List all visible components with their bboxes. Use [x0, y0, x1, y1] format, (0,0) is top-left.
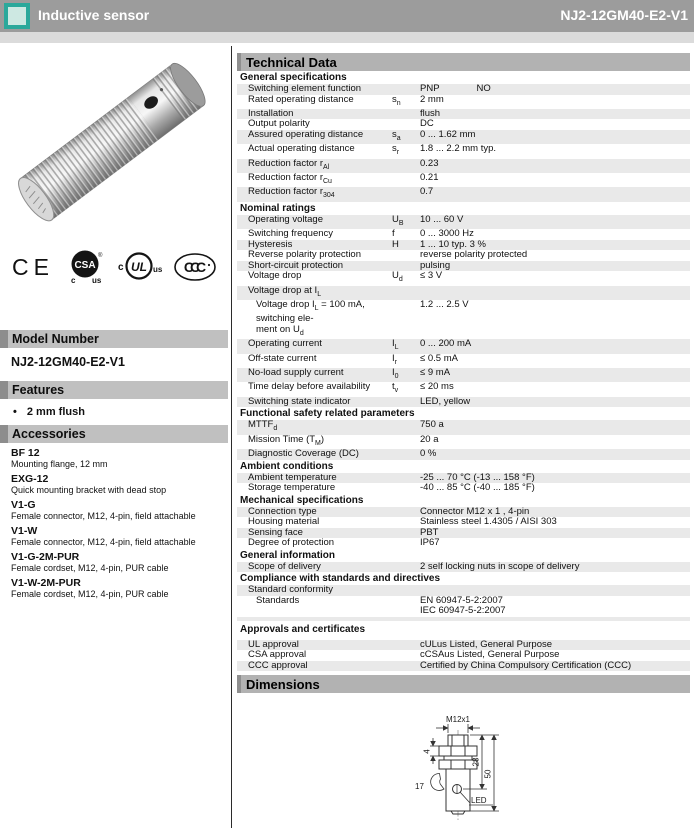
- spec-section: [237, 71, 690, 202]
- spec-section: [237, 407, 690, 459]
- spec-label: Voltage drop at $I_L$: [248, 284, 322, 298]
- bullet-icon: •: [13, 406, 17, 418]
- model-number-section: [0, 330, 228, 369]
- csa-mark-icon: [65, 248, 105, 286]
- spec-symbol: [392, 420, 420, 434]
- spec-symbol: [392, 109, 420, 120]
- spec-value: 1 ... 10 typ. 3 %: [420, 238, 487, 250]
- spec-row: [237, 517, 690, 528]
- spec-label: Reduction factor $r_{Al}$: [248, 157, 330, 171]
- accessory-name: BF 12: [11, 447, 40, 459]
- spec-label: CSA approval: [248, 649, 307, 661]
- dimension-drawing: [403, 708, 519, 826]
- spec-row: [237, 339, 690, 353]
- spec-value: 2 mm: [420, 93, 444, 105]
- spec-section-title: Ambient conditions: [240, 460, 334, 472]
- spec-symbol: [392, 300, 420, 339]
- model-number-value: NJ2-12GM40-E2-V1: [11, 355, 125, 369]
- product-type-title: Inductive sensor: [38, 7, 150, 23]
- spec-label: Voltage drop: [248, 270, 302, 282]
- header-model-number: NJ2-12GM40-E2-V1: [560, 7, 688, 23]
- svg-text:®: ®: [97, 253, 103, 259]
- accessory-desc: Quick mounting bracket with dead stop: [11, 485, 167, 495]
- spec-label: Ambient temperature: [248, 471, 337, 483]
- accessories-list: [11, 447, 228, 600]
- spec-section: [237, 572, 690, 617]
- spec-symbol: [392, 517, 420, 528]
- spec-label: Output polarity: [248, 118, 310, 130]
- spec-row: [237, 286, 690, 300]
- spec-row: [237, 173, 690, 187]
- svg-text:us: us: [91, 276, 102, 285]
- spec-label: Installation: [248, 107, 294, 119]
- spec-symbol: $s_r$: [392, 143, 400, 157]
- spec-label: $MTTF_d$: [248, 419, 278, 433]
- spec-symbol: $U_B$: [392, 213, 404, 227]
- spec-label: UL approval: [248, 638, 299, 650]
- spec-value: -25 ... 70 °C (-13 ... 158 °F): [420, 471, 535, 483]
- spec-symbol: $I_0$: [392, 367, 399, 380]
- spec-section-title: General specifications: [240, 72, 347, 83]
- spec-symbol: $s_a$: [392, 128, 401, 142]
- spec-symbol: H: [392, 238, 399, 250]
- spec-symbol: [392, 250, 420, 261]
- spec-section-title: Nominal ratings: [240, 202, 316, 214]
- svg-text:CSA: CSA: [74, 260, 96, 271]
- thread-size-label: M12x1: [445, 715, 471, 724]
- spec-value: pulsing: [420, 259, 451, 271]
- spec-label: Housing material: [248, 516, 320, 528]
- spec-value: Connector M12 x 1 , 4-pin: [420, 505, 530, 517]
- spec-section: [237, 617, 690, 672]
- spec-row: [237, 661, 690, 672]
- spec-value: DC: [420, 118, 434, 130]
- accessory-desc: Mounting flange, 12 mm: [11, 459, 108, 469]
- spec-label: Switching frequency: [248, 228, 334, 240]
- spec-label: Actual operating distance: [248, 143, 355, 155]
- spec-symbol: $U_d$: [392, 270, 403, 284]
- spec-symbol: [392, 435, 420, 449]
- spec-value: 0.23: [420, 157, 439, 169]
- svg-text:UL: UL: [130, 260, 147, 274]
- spec-row: [237, 449, 690, 460]
- spec-section: [237, 460, 690, 494]
- spec-symbol: [392, 173, 420, 187]
- spec-row: [237, 84, 690, 95]
- spec-value: 20 a: [420, 433, 439, 445]
- spec-symbol: [392, 473, 420, 484]
- spec-symbol: [392, 84, 420, 95]
- spec-symbol: $I_r$: [392, 352, 397, 366]
- spec-value: 1.2 ... 2.5 V: [420, 299, 469, 311]
- spec-label: Diagnostic Coverage (DC): [248, 448, 359, 460]
- spec-value: 0 %: [420, 448, 437, 460]
- svg-text:c: c: [117, 262, 124, 273]
- accessory-name: V1-G-2M-PUR: [11, 551, 80, 563]
- spec-value: 10 ... 60 V: [420, 213, 464, 225]
- svg-text:c: c: [70, 276, 76, 285]
- spec-row: [237, 95, 690, 109]
- spec-label: Assured operating distance: [248, 128, 364, 140]
- spec-row: [237, 215, 690, 229]
- spec-symbol: $t_v$: [392, 381, 399, 395]
- accessory-desc: Female cordset, M12, 4-pin, PUR cable: [11, 589, 169, 599]
- spec-symbol: f: [392, 228, 395, 240]
- spec-value: PBT: [420, 526, 439, 538]
- feature-text: 2 mm flush: [26, 406, 85, 418]
- accessories-section: [0, 425, 228, 600]
- product-photo: [12, 50, 217, 232]
- ccc-mark-icon: [173, 252, 218, 282]
- spec-symbol: [392, 449, 420, 460]
- spec-value: 2 self locking nuts in scope of delivery: [420, 560, 580, 572]
- spec-value: [420, 286, 690, 300]
- spec-row: [237, 354, 690, 368]
- spec-section: [237, 202, 690, 408]
- spec-value: 0 ... 3000 Hz: [420, 228, 474, 240]
- spec-value: 1.8 ... 2.2 mm typ.: [420, 143, 497, 155]
- spec-row: [237, 368, 690, 382]
- spec-section-title: Compliance with standards and directives: [240, 573, 441, 585]
- spec-label: Switching state indicator: [248, 395, 351, 407]
- spec-symbol: [392, 661, 420, 672]
- spec-symbol: [392, 650, 420, 661]
- spec-row: [237, 130, 690, 144]
- features-heading: [0, 381, 228, 399]
- spec-value: IP67: [420, 537, 440, 549]
- spec-symbol: $I_L$: [392, 338, 399, 352]
- spec-symbol: [392, 159, 420, 173]
- spec-value: ≤ 20 ms: [420, 381, 454, 393]
- wrench-icon: [431, 773, 444, 790]
- feature-item: [13, 406, 228, 418]
- spec-label: Storage temperature: [248, 482, 336, 494]
- spec-label: Switching element function: [248, 83, 362, 94]
- spec-section-title: Functional safety related parameters: [240, 408, 415, 420]
- spec-symbol: [392, 397, 420, 408]
- spec-row: [237, 144, 690, 158]
- spec-row: [237, 382, 690, 396]
- spec-value: Certified by China Compulsory Certification (CCC): [420, 659, 632, 671]
- length-50-label: 50: [483, 769, 493, 779]
- spec-value: Stainless steel 1.4305 / AISI 303: [420, 516, 557, 528]
- spec-label: Rated operating distance: [248, 93, 354, 105]
- spec-value: cULus Listed, General Purpose: [420, 638, 553, 650]
- spec-section-title: General information: [240, 549, 336, 561]
- technical-data-heading-label: Technical Data: [246, 54, 337, 70]
- spec-value: 0.7: [420, 186, 434, 198]
- spec-symbol: [392, 596, 420, 617]
- accessories-heading-label: Accessories: [12, 427, 86, 441]
- spec-row: [237, 300, 690, 339]
- spec-label: Voltage drop $I_L = 100$ mA, switching ele- ment on $U_d$: [256, 299, 365, 337]
- spec-label: No-load supply current: [248, 367, 344, 379]
- spec-label: Reduction factor $r_{Cu}$: [248, 172, 332, 185]
- features-heading-label: Features: [12, 383, 65, 397]
- column-divider: [231, 46, 232, 828]
- spec-label: Reverse polarity protection: [248, 249, 361, 261]
- spec-value: LED, yellow: [420, 395, 471, 407]
- spec-symbol: [392, 562, 420, 573]
- spec-section: [237, 494, 690, 549]
- spec-label: Mission Time $(T_M)$: [248, 433, 325, 447]
- spec-value: flush: [420, 107, 441, 119]
- spec-label: Hysteresis: [248, 238, 293, 250]
- model-number-heading-label: Model Number: [12, 332, 99, 346]
- technical-data-heading: [237, 53, 690, 71]
- spec-row: [237, 435, 690, 449]
- spec-label: Operating current: [248, 338, 322, 350]
- spec-label: Time delay before availability: [248, 381, 371, 393]
- hex-nut-top: [439, 746, 477, 756]
- spec-label: Scope of delivery: [248, 560, 321, 572]
- spec-row: [237, 538, 690, 549]
- accessory-desc: Female cordset, M12, 4-pin, PUR cable: [11, 563, 169, 573]
- spec-section-title: Mechanical specifications: [240, 494, 364, 506]
- spec-row: [237, 271, 690, 285]
- spec-value: 750 a: [420, 419, 444, 431]
- accessories-heading: [0, 425, 228, 443]
- spec-label: CCC approval: [248, 659, 308, 671]
- certification-marks: [12, 246, 218, 288]
- svg-text:CCC: CCC: [183, 259, 203, 275]
- spec-label: Connection type: [248, 505, 317, 517]
- spec-value: -40 ... 85 °C (-40 ... 185 °F): [420, 482, 535, 494]
- spec-row: [237, 562, 690, 573]
- spec-row: [237, 187, 690, 201]
- ce-mark-icon: CE: [12, 253, 54, 280]
- spec-symbol: [392, 483, 420, 494]
- spec-symbol: [392, 507, 420, 518]
- spec-value: ≤ 3 V: [420, 270, 443, 282]
- spec-symbol: [392, 528, 420, 539]
- accessory-name: V1-G: [11, 499, 36, 511]
- length-28-label: 28: [471, 757, 481, 767]
- spec-value: 0 ... 200 mA: [420, 338, 472, 350]
- spec-row: [237, 420, 690, 434]
- spec-symbol: [392, 640, 420, 651]
- spec-row: [237, 596, 690, 617]
- spec-label: Short-circuit protection: [248, 259, 344, 271]
- nut-height-label: 4: [422, 749, 432, 754]
- accessory-desc: Female connector, M12, 4-pin, field attachable: [11, 537, 196, 547]
- spec-row: [237, 159, 690, 173]
- led-label: LED: [471, 796, 487, 805]
- spec-row: [237, 397, 690, 408]
- spec-label: Reduction factor $r_{304}$: [248, 186, 335, 200]
- wrench-size-label: 17: [415, 782, 424, 791]
- spec-value: ≤ 9 mA: [420, 367, 451, 379]
- spec-section: [237, 549, 690, 573]
- svg-text:us: us: [152, 265, 162, 274]
- technical-sections: [237, 71, 690, 671]
- spec-symbol: [392, 286, 420, 300]
- spec-label: Standard conformity: [248, 584, 334, 596]
- accessory-name: EXG-12: [11, 473, 49, 485]
- spec-label: Off-state current: [248, 352, 317, 364]
- spec-value: cCSAus Listed, General Purpose: [420, 649, 560, 661]
- accessory-name: V1-W-2M-PUR: [11, 577, 81, 589]
- spec-row: [237, 483, 690, 494]
- spec-symbol: [392, 538, 420, 549]
- spec-value: EN 60947-5-2:2007 IEC 60947-5-2:2007: [420, 594, 506, 617]
- spec-label: Degree of protection: [248, 537, 335, 549]
- spec-symbol: [392, 585, 420, 596]
- spec-value: 0.21: [420, 172, 439, 184]
- spec-section-title: Approvals and certificates: [240, 623, 366, 635]
- dimensions-heading-label: Dimensions: [246, 676, 320, 692]
- spec-value: PNP NO: [420, 83, 491, 94]
- spec-symbol: $s_n$: [392, 93, 401, 107]
- spec-value: reverse polarity protected: [420, 249, 528, 261]
- spec-symbol: [392, 187, 420, 201]
- accessory-desc: Female connector, M12, 4-pin, field attachable: [11, 511, 196, 521]
- model-number-heading: [0, 330, 228, 348]
- spec-label: Operating voltage: [248, 213, 323, 225]
- spec-value: ≤ 0.5 mA: [420, 352, 458, 364]
- spec-label: Standards: [256, 594, 300, 606]
- ul-mark-icon: [116, 250, 162, 284]
- accessory-name: V1-W: [11, 525, 38, 537]
- spec-label: Sensing face: [248, 526, 303, 538]
- features-section: [0, 381, 228, 418]
- spec-row: [237, 261, 690, 272]
- dimensions-heading: [237, 675, 690, 693]
- left-column: [0, 0, 231, 828]
- spec-value: 0 ... 1.62 mm: [420, 128, 476, 140]
- right-column: [237, 53, 690, 805]
